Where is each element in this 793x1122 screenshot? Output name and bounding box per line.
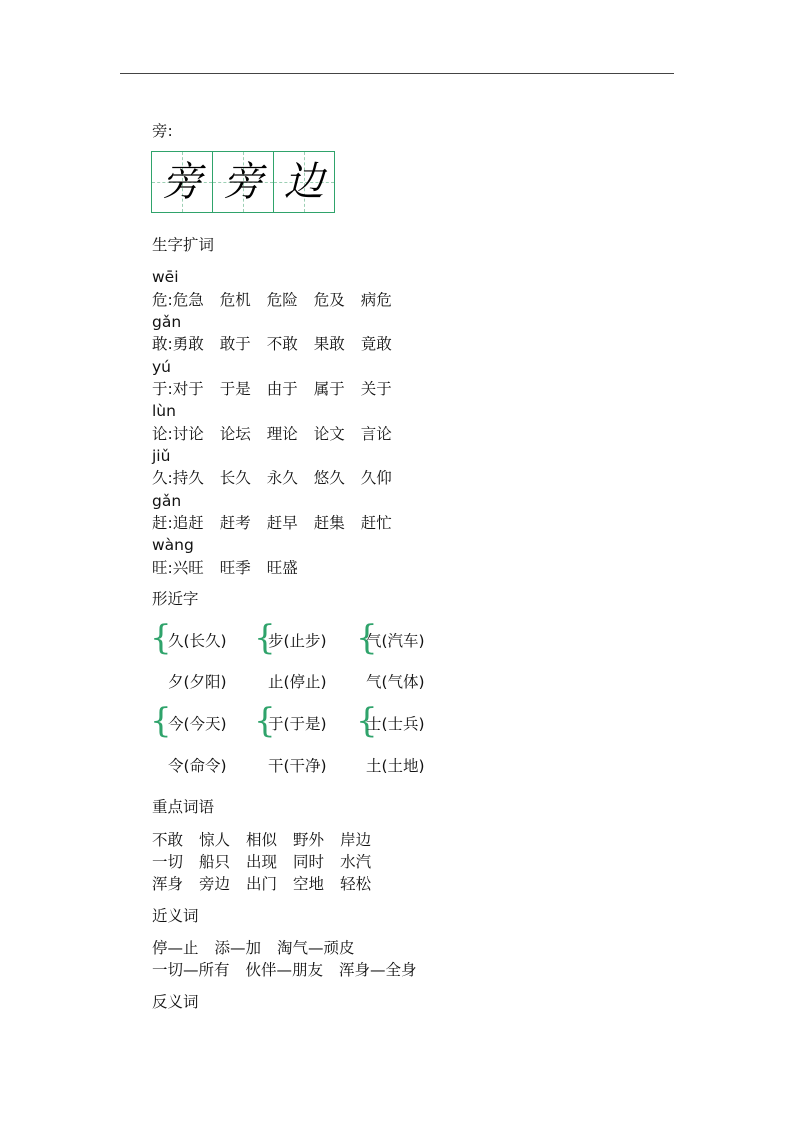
- brace-icon: {: [150, 618, 172, 658]
- similar-char-bottom: 令(命令): [168, 757, 227, 775]
- section-heading-zhongdian: 重点词语: [152, 798, 215, 816]
- section-heading-kuoci: 生字扩词: [152, 236, 215, 254]
- section-heading-jinyi: 近义词: [152, 907, 199, 925]
- similar-char-bottom: 夕(夕阳): [168, 673, 227, 691]
- word-row: 旺:兴旺 旺季 旺盛: [152, 559, 298, 577]
- practice-char: 旁: [223, 159, 263, 205]
- similar-char-bottom: 干(干净): [268, 757, 327, 775]
- word-row: 危:危急 危机 危险 危及 病危: [152, 291, 392, 309]
- pinyin: lùn: [152, 402, 176, 420]
- header-rule: [120, 73, 674, 74]
- similar-char-top: 于(于是): [268, 715, 327, 733]
- similar-char-top: 步(止步): [268, 632, 327, 650]
- pinyin: gǎn: [152, 313, 182, 331]
- key-words-row: 不敢 惊人 相似 野外 岸边: [152, 831, 372, 849]
- char-label: 旁:: [152, 122, 173, 140]
- similar-char-top: 士(士兵): [366, 715, 425, 733]
- practice-cell: [274, 152, 334, 212]
- section-heading-xingjin: 形近字: [152, 590, 199, 608]
- brace-icon: {: [150, 701, 172, 741]
- similar-char-top: 久(长久): [168, 632, 227, 650]
- synonym-row: 停—止 添—加 淘气—顽皮: [152, 939, 355, 957]
- brace-icon: {: [254, 618, 276, 658]
- key-words-row: 一切 船只 出现 同时 水汽: [152, 853, 372, 871]
- synonym-row: 一切—所有 伙伴—朋友 浑身—全身: [152, 961, 417, 979]
- pinyin: wēi: [152, 268, 179, 286]
- brace-icon: {: [356, 618, 378, 658]
- section-heading-fanyi: 反义词: [152, 993, 199, 1011]
- practice-cell: [213, 152, 274, 212]
- brace-icon: {: [356, 701, 378, 741]
- pinyin: wàng: [152, 536, 194, 554]
- word-row: 论:讨论 论坛 理论 论文 言论: [152, 425, 392, 443]
- word-row: 赶:追赶 赶考 赶早 赶集 赶忙: [152, 514, 392, 532]
- word-row: 于:对于 于是 由于 属于 关于: [152, 380, 392, 398]
- practice-cell: [152, 152, 213, 212]
- brace-icon: {: [254, 701, 276, 741]
- similar-char-top: 气(汽车): [366, 632, 425, 650]
- similar-char-bottom: 土(土地): [366, 757, 425, 775]
- similar-char-bottom: 止(停止): [268, 673, 327, 691]
- pinyin: gǎn: [152, 492, 182, 510]
- word-row: 敢:勇敢 敢于 不敢 果敢 竟敢: [152, 335, 392, 353]
- key-words-row: 浑身 旁边 出门 空地 轻松: [152, 875, 372, 893]
- practice-char: 边: [284, 159, 324, 205]
- pinyin: yú: [152, 358, 171, 376]
- pinyin: jiǔ: [152, 447, 171, 465]
- practice-grid: [151, 151, 335, 213]
- similar-char-bottom: 气(气体): [366, 673, 425, 691]
- similar-char-top: 今(今天): [168, 715, 227, 733]
- practice-char: 旁: [162, 159, 202, 205]
- word-row: 久:持久 长久 永久 悠久 久仰: [152, 469, 392, 487]
